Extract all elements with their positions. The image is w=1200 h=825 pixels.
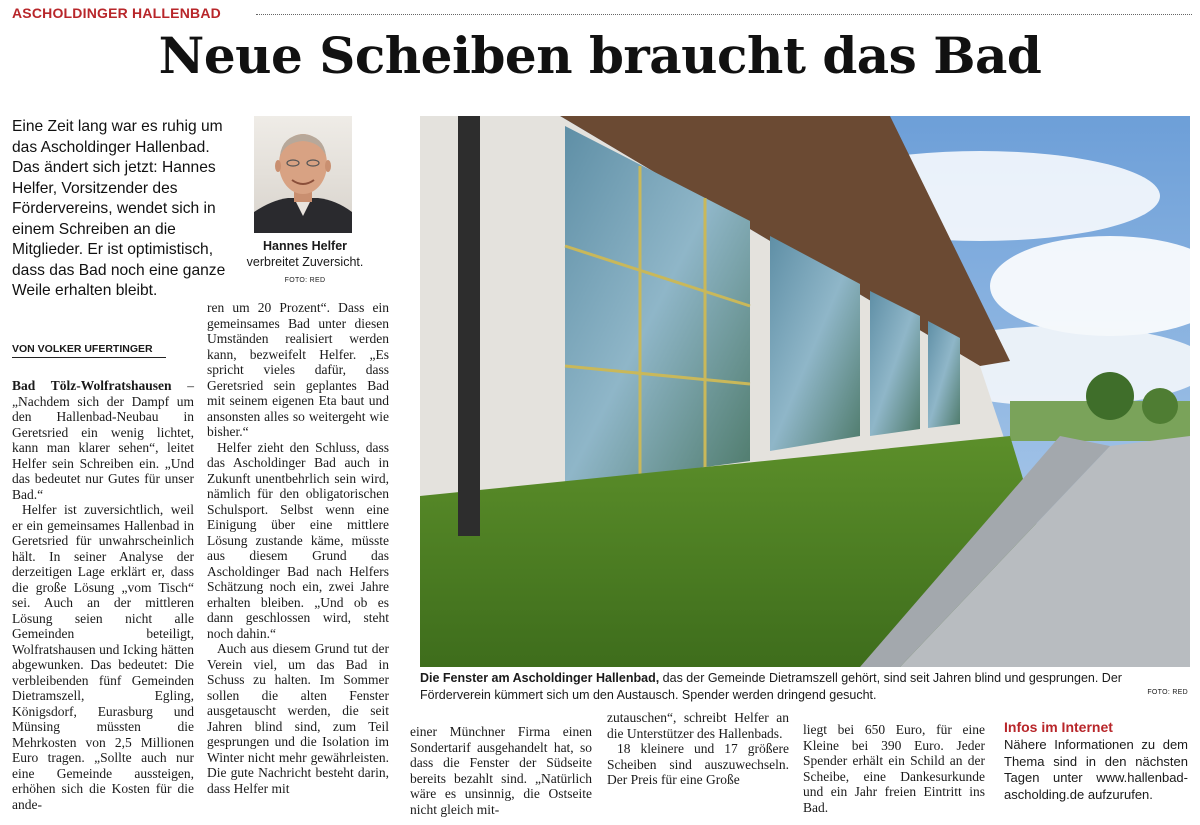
headline: Neue Scheiben braucht das Bad [158, 26, 1042, 85]
portrait-photo [254, 116, 352, 233]
paragraph: liegt bei 650 Euro, für eine Kleine bei 390 Euro. Jeder Spender erhält ein Schild an der Scheibe, eine Dankesurkunde und ein Jahr freien Eintritt ins Bad. [803, 722, 985, 815]
article-column-5 [803, 722, 985, 815]
photo-caption-text: das der Gemeinde Dietramszell gehört, sind seit Jahren blind und gesprungen. Der Förderverein kümmert sich um den Austausch. Spender werden dringend gesucht. [420, 671, 1122, 702]
paragraph: Helfer ist zuversichtlich, weil er ein gemeinsames Hallenbad in Geretsried für unwahrscheinlich hält. In seiner Analyse der derzeitigen Lage erklärt er, dass die große Lösung „vom Tisch“ sei. Auch an der mittleren Lösung seien nicht alle Gemeinden beteiligt, Wolfratshausen und Icking hätten abgewunken. Das bedeutet: Die verbleibenden fünf Gemeinden Dietramszell, Egling, Königsdorf, Eurasburg und Münsing müssten die Mehrkosten von 2,5 Millionen Euro tragen. „Sollte auch nur eine Gemeinde aussteigen, erhöhen sich die Kosten für die ande- [12, 502, 194, 812]
portrait-caption-text: verbreitet Zuversicht. [246, 255, 364, 269]
article-column-3 [410, 724, 592, 817]
kicker: ASCHOLDINGER HALLENBAD [12, 5, 221, 21]
portrait-credit: FOTO: RED [284, 277, 326, 284]
photo-caption-lead: Die Fenster am Ascholdinger Hallenbad, [420, 671, 660, 685]
paragraph [12, 378, 194, 502]
paragraph: Auch aus diesem Grund tut der Verein viel, um das Bad in Schuss zu halten. Im Sommer sollen die alten Fenster ausgetauscht werden, die seit Jahren blind sind, zum Teil gesprungen und die Isolation im Winter nicht mehr gewährleisten. Die gute Nachricht besteht darin, dass Helfer mit [207, 641, 389, 796]
paragraph-text: – „Nachdem sich der Dampf um den Hallenbad-Neubau in Geretsried ein wenig lichtet, kann man klarer sehen“, leitet Helfer sein Schreiben ein. „Und das bedeutet nur Gutes für unser Bad.“ [12, 378, 194, 502]
byline: VON VOLKER UFERTINGER [12, 343, 166, 358]
intro-text: Eine Zeit lang war es ruhig um das Ascholdinger Hallenbad. Das ändert sich jetzt: Hannes Helfer, Vorsitzender des Fördervereins, wendet sich in einem Schreiben an die Mitglieder. Er ist optimistisch, dass das Bad noch eine ganze Weile erhalten bleibt. [12, 118, 226, 299]
paragraph: einer Münchner Firma einen Sondertarif ausgehandelt hat, so dass die Fenster der Südseite bereits bezahlt sind. „Natürlich wäre es unsinnig, die Ostseite nicht gleich mit- [410, 724, 592, 817]
paragraph: ren um 20 Prozent“. Dass ein gemeinsames Bad unter diesen Umständen realisiert werden kann, bezweifelt Helfer. „Es spricht vieles dafür, dass Geretsried sein geplantes Bad mit seinem eigenen Eta baut und ansonsten alles so weitergeht wie bisher.“ [207, 300, 389, 439]
portrait-name: Hannes Helfer [262, 239, 348, 253]
article-column-1 [12, 378, 194, 812]
kicker-rule [256, 14, 1192, 15]
paragraph: zutauschen“, schreibt Helfer an die Unterstützer des Hallenbads. [607, 710, 789, 741]
dateline: Bad Tölz-Wolfratshausen [12, 378, 172, 393]
main-photo [420, 116, 1190, 667]
article-column-4 [607, 710, 789, 788]
article-column-2 [207, 300, 389, 796]
portrait-caption [236, 238, 374, 289]
infobox-body: Nähere Informationen zu dem Thema sind in den nächsten Tagen unter www.hallenbad-ascholding.de aufzurufen. [1004, 737, 1188, 802]
infobox-title: Infos im Internet [1004, 719, 1113, 735]
paragraph: Helfer zieht den Schluss, dass das Ascholdinger Bad auch in Zukunft unentbehrlich sein wird, nämlich für den obligatorischen Schulsport. Selbst wenn eine Einigung über eine mittlere Lösung zustande käme, müsste aus diesem Grund das Ascholdinger Bad nach Helfers Schätzung noch ein, zwei Jahre erhalten bleiben. „Und ob es dann geschlossen wird, steht noch dahin.“ [207, 439, 389, 641]
photo-caption [420, 670, 1190, 704]
paragraph: 18 kleinere und 17 größere Scheiben sind auszuwechseln. Der Preis für eine Große [607, 741, 789, 787]
photo-credit: FOTO: RED [1147, 689, 1188, 696]
